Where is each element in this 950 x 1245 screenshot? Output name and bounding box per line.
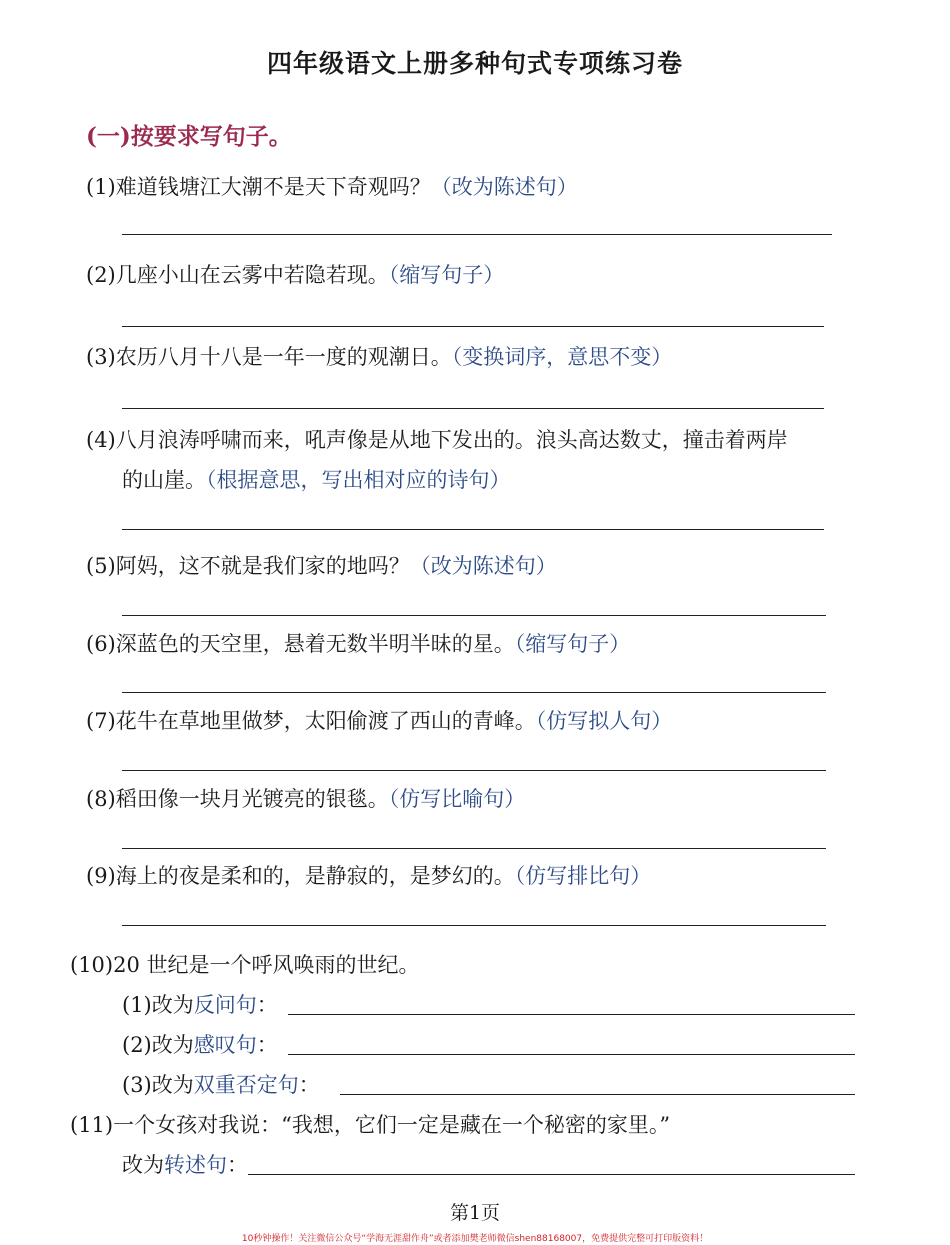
- question-2: [86, 259, 504, 289]
- answer-line-1[interactable]: [122, 234, 832, 235]
- question-number: (10): [70, 953, 114, 977]
- question-hint: （缩写句子）: [514, 632, 631, 656]
- question-text: 20 世纪是一个呼风唤雨的世纪。: [113, 953, 420, 977]
- question-hint: （变换词序，意思不变）: [451, 345, 673, 369]
- q10-sub-3: [122, 1069, 320, 1099]
- answer-line-9[interactable]: [122, 925, 826, 926]
- question-number: (8): [86, 787, 116, 811]
- answer-line-2[interactable]: [122, 326, 824, 327]
- sub-label: (2)改为: [122, 1033, 194, 1057]
- sub-type: 反问句: [193, 993, 257, 1017]
- question-text: 难道钱塘江大潮不是天下奇观吗？: [115, 175, 431, 199]
- question-number: (2): [86, 263, 116, 287]
- sub-label: 改为: [122, 1153, 164, 1177]
- sub-type: 感叹句: [193, 1033, 257, 1057]
- page-title: 四年级语文上册多种句式专项练习卷: [266, 49, 683, 78]
- question-3: [86, 341, 672, 371]
- question-6: [86, 628, 630, 658]
- question-5: [86, 550, 557, 580]
- question-9: [86, 860, 651, 890]
- question-8: [86, 783, 525, 813]
- footer-note: 10秒钟操作！关注微信公众号“学海无涯甜作舟”或者添加樊老师微信shen88168007，免费提供完整可打印版资料！: [241, 1234, 709, 1244]
- question-hint: （仿写排比句）: [514, 864, 652, 888]
- q10-sub-2: [122, 1029, 278, 1059]
- sub-colon: ：: [298, 1073, 320, 1097]
- answer-line-8[interactable]: [122, 848, 826, 849]
- sub-type: 转述句: [164, 1153, 227, 1177]
- question-number: (1): [86, 175, 116, 199]
- question-number: (3): [86, 345, 116, 369]
- question-hint: （根据意思，写出相对应的诗句）: [206, 468, 511, 492]
- question-text: 几座小山在云雾中若隐若现。: [115, 263, 389, 287]
- question-text: 深蓝色的天空里，悬着无数半明半昧的星。: [115, 632, 515, 656]
- question-text: 八月浪涛呼啸而来，吼声像是从地下发出的。浪头高达数丈，撞击着两岸: [115, 428, 788, 452]
- answer-line-4[interactable]: [122, 529, 824, 530]
- sub-label: (1)改为: [122, 993, 194, 1017]
- answer-line-5[interactable]: [122, 615, 826, 616]
- section-heading: (一)按要求写句子。: [86, 123, 292, 150]
- question-1: [86, 171, 578, 201]
- question-10: [70, 949, 420, 979]
- answer-line-10-2[interactable]: [288, 1054, 855, 1055]
- question-text: 一个女孩对我说：“我想，它们一定是藏在一个秘密的家里。”: [113, 1113, 671, 1137]
- q10-sub-1: [122, 989, 278, 1019]
- question-hint: （缩写句子）: [388, 263, 505, 287]
- sub-label: (3)改为: [122, 1073, 194, 1097]
- question-number: (4): [86, 428, 116, 452]
- question-hint: （仿写拟人句）: [535, 709, 673, 733]
- question-number: (11): [70, 1113, 114, 1137]
- sub-colon: ：: [256, 1033, 278, 1057]
- question-11: [70, 1109, 670, 1139]
- question-number: (9): [86, 864, 116, 888]
- question-text: 稻田像一块月光镀亮的银毯。: [115, 787, 389, 811]
- page-number: 第1页: [449, 1202, 501, 1224]
- answer-line-3[interactable]: [122, 408, 824, 409]
- question-number: (6): [86, 632, 116, 656]
- question-text: 花牛在草地里做梦，太阳偷渡了西山的青峰。: [115, 709, 536, 733]
- answer-line-10-3[interactable]: [340, 1094, 855, 1095]
- question-text: 的山崖。: [122, 468, 206, 492]
- question-number: (7): [86, 709, 116, 733]
- answer-line-6[interactable]: [122, 692, 826, 693]
- question-4-continued: [122, 464, 511, 494]
- q11-sub: [122, 1149, 248, 1179]
- question-hint: （改为陈述句）: [430, 175, 578, 199]
- answer-line-10-1[interactable]: [288, 1014, 855, 1015]
- question-hint: （仿写比喻句）: [388, 787, 526, 811]
- question-7: [86, 705, 672, 735]
- question-text: 农历八月十八是一年一度的观潮日。: [115, 345, 452, 369]
- answer-line-11[interactable]: [248, 1174, 855, 1175]
- sub-colon: ：: [227, 1153, 248, 1177]
- question-hint: （改为陈述句）: [409, 554, 557, 578]
- question-text: 海上的夜是柔和的，是静寂的，是梦幻的。: [115, 864, 515, 888]
- question-text: 阿妈，这不就是我们家的地吗？: [115, 554, 410, 578]
- answer-line-7[interactable]: [122, 770, 826, 771]
- question-number: (5): [86, 554, 116, 578]
- sub-colon: ：: [256, 993, 278, 1017]
- sub-type: 双重否定句: [193, 1073, 299, 1097]
- question-4: [86, 424, 788, 454]
